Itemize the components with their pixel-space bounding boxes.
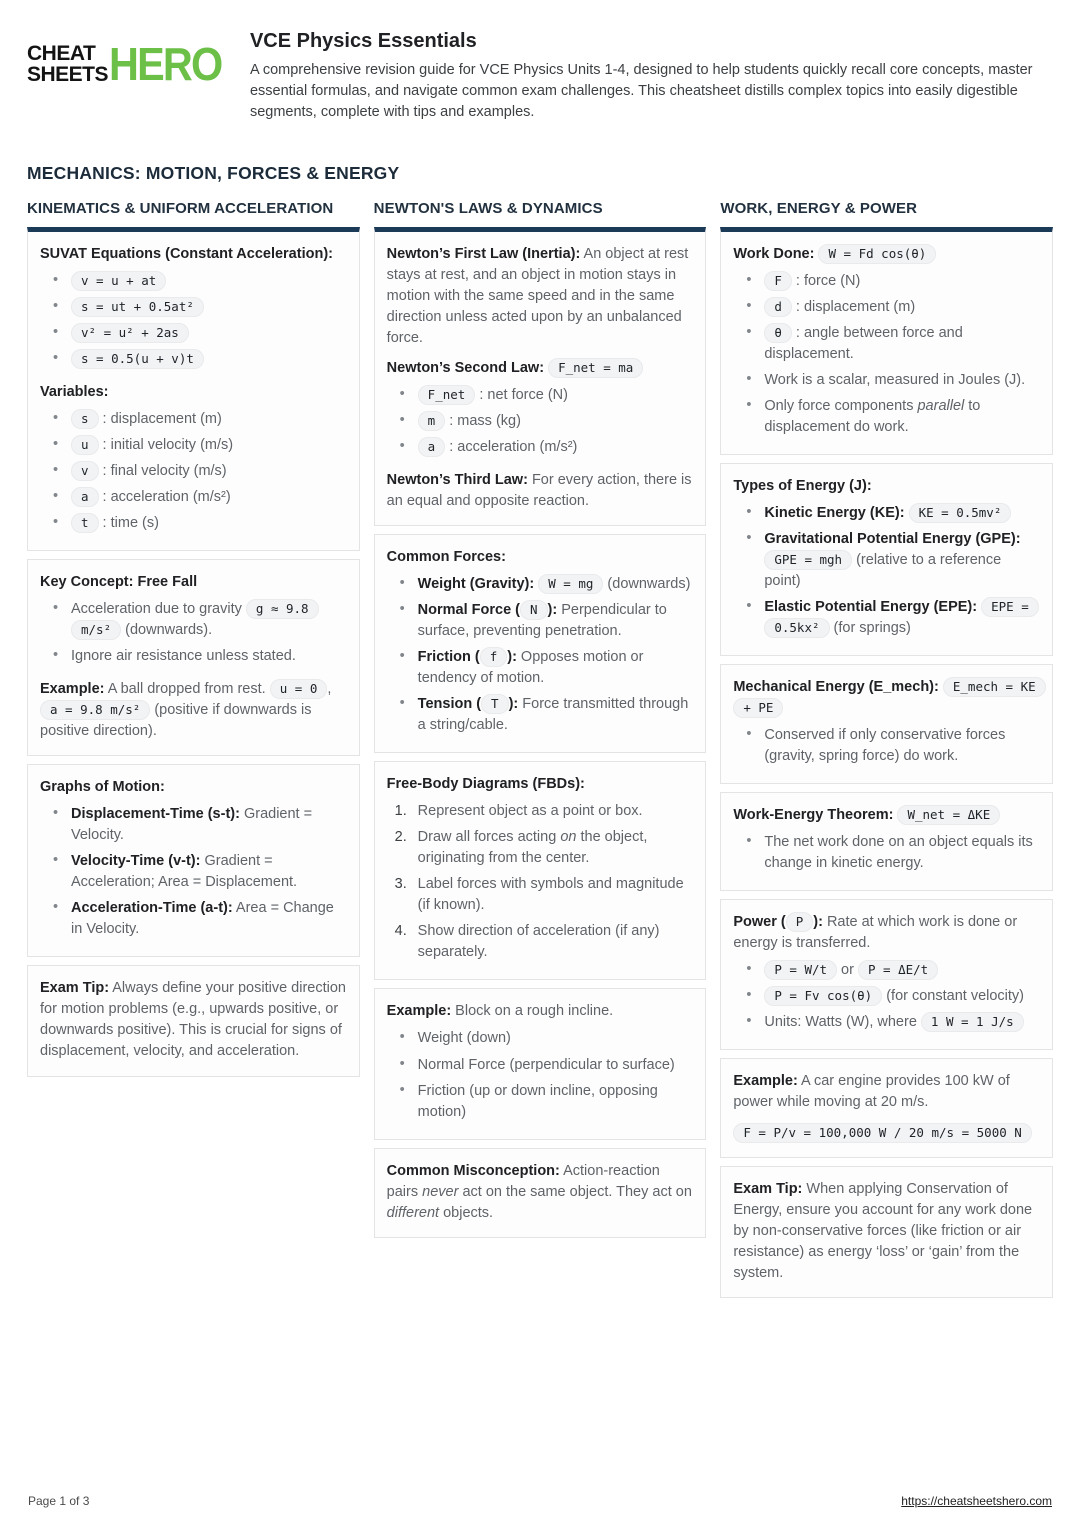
text-segment: Opposes motion or tendency of motion. xyxy=(417,649,644,687)
text-segment: Normal Force (perpendicular to surface) xyxy=(417,1056,675,1073)
bold-text: Exam Tip: xyxy=(733,1180,803,1197)
bullet-list xyxy=(733,271,1040,438)
code-pill: a xyxy=(71,487,99,507)
list-item xyxy=(387,1055,694,1076)
page-description: A comprehensive revision guide for VCE Physics Units 1-4, designed to help students quickly recall core concepts, master essential formulas, and navigate common exam challenges. This cheatsheet distills complex topics into easily digestible segments, complete with tips and examples. xyxy=(249,62,1033,121)
list-item xyxy=(387,411,694,432)
code-pill: W = mg xyxy=(538,574,603,594)
card xyxy=(720,227,1053,455)
list-item xyxy=(40,435,347,456)
text-segment: objects. xyxy=(439,1204,494,1221)
text-block xyxy=(40,382,347,403)
text-segment xyxy=(905,505,909,521)
text-segment: Force transmitted through a string/cable. xyxy=(417,696,689,734)
bullet-list xyxy=(387,385,694,458)
list-item xyxy=(40,804,347,846)
code-pill: a = 9.8 m/s² xyxy=(40,700,150,720)
text-segment: : net force (N) xyxy=(475,387,568,404)
text-segment: Acceleration due to gravity xyxy=(71,601,246,618)
card xyxy=(374,534,707,753)
footer xyxy=(27,1474,1053,1510)
text-segment: : final velocity (m/s) xyxy=(98,463,227,480)
code-pill: F_net xyxy=(418,385,476,405)
text-segment: Units: Watts (W), where xyxy=(764,1014,921,1031)
italic-text: never xyxy=(422,1183,459,1200)
code-pill: P = W/t xyxy=(764,960,837,980)
list-item xyxy=(733,271,1040,292)
numbered-list xyxy=(387,801,694,963)
text-segment: A ball dropped from rest. xyxy=(104,681,270,698)
text-block xyxy=(387,774,694,795)
italic-text: parallel xyxy=(917,398,965,415)
bold-text: Acceleration-Time (a-t): xyxy=(71,900,233,917)
text-segment: the object, originating from the center. xyxy=(417,829,648,867)
list-item xyxy=(40,898,347,940)
code-pill: 1 W = 1 J/s xyxy=(921,1012,1024,1032)
text-segment: Friction (up or down incline, opposing motion) xyxy=(417,1082,658,1120)
code-pill: F = P/v = 100,000 W / 20 m/s = 5000 N xyxy=(733,1123,1031,1143)
code-pill: T xyxy=(481,694,509,714)
list-item xyxy=(733,960,1040,981)
list-item xyxy=(40,461,347,482)
bold-text: Exam Tip: xyxy=(40,980,110,997)
card xyxy=(27,965,360,1076)
card xyxy=(374,1148,707,1238)
list-item xyxy=(387,921,694,963)
code-pill: EPE = 0.5kx² xyxy=(764,597,1038,638)
bullet-list xyxy=(40,271,347,370)
list-item xyxy=(387,1081,694,1123)
bullet-list xyxy=(387,1028,694,1122)
list-item xyxy=(40,271,347,292)
text-segment: Rate at which work is done or energy is transferred. xyxy=(733,914,1018,952)
bold-text: Power ( xyxy=(733,914,786,931)
document-header xyxy=(27,28,1053,123)
text-segment: Conserved if only conservative forces (gravity, spring force) do work. xyxy=(764,727,1006,765)
logo-wordmark-black xyxy=(27,44,108,85)
footer-link[interactable]: https://cheatsheetshero.com xyxy=(901,1494,1052,1508)
text-block xyxy=(40,244,347,265)
bold-text: Elastic Potential Energy (EPE): xyxy=(764,599,978,616)
card xyxy=(720,1166,1053,1298)
bold-text: Variables: xyxy=(40,384,109,401)
text-segment: : displacement (m) xyxy=(98,411,222,428)
bullet-list xyxy=(733,960,1040,1033)
page-indicator: Page 1 of 3 xyxy=(28,1494,90,1508)
bold-text: Work Done: xyxy=(733,246,815,263)
list-item xyxy=(733,503,1040,524)
text-segment: Gradient = Acceleration; Area = Displacement. xyxy=(71,853,298,891)
list-item xyxy=(387,1028,694,1049)
italic-text: on xyxy=(560,829,577,846)
text-segment: to displacement do work. xyxy=(764,398,981,436)
bold-text: ): xyxy=(507,649,517,666)
text-segment: (for constant velocity) xyxy=(882,988,1025,1005)
bold-text: Displacement-Time (s-t): xyxy=(71,806,240,823)
text-segment: Always define your positive direction for motion problems (e.g., upwards positive, or downwards positive). This is crucial for signs of displacement, velocity, and acceleration. xyxy=(40,980,346,1060)
list-item xyxy=(40,513,347,534)
list-item xyxy=(387,385,694,406)
logo-line1: CHEAT xyxy=(27,42,96,65)
text-segment: : angle between force and displacement. xyxy=(764,325,963,363)
bold-text: Newton’s Second Law: xyxy=(386,360,545,377)
list-item xyxy=(40,349,347,370)
text-segment: , xyxy=(327,681,332,698)
code-pill: t xyxy=(71,513,99,533)
bold-text: ): xyxy=(813,914,823,931)
text-segment: Work is a scalar, measured in Joules (J). xyxy=(764,372,1026,389)
column-2 xyxy=(374,200,707,1246)
text-block xyxy=(733,677,1040,719)
code-pill: u xyxy=(71,435,99,455)
list-item xyxy=(40,297,347,318)
bold-text: Example: xyxy=(40,681,105,698)
text-block xyxy=(40,777,347,798)
bold-text: Example: xyxy=(733,1073,798,1090)
bold-text: Velocity-Time (v-t): xyxy=(71,853,201,870)
card xyxy=(720,792,1053,891)
code-pill: W = Fd cos(θ) xyxy=(818,244,936,264)
bold-text: Types of Energy (J): xyxy=(733,478,872,495)
text-block xyxy=(387,547,694,568)
text-block xyxy=(733,476,1040,497)
list-item xyxy=(733,725,1040,767)
code-pill: KE = 0.5mv² xyxy=(909,503,1012,523)
card xyxy=(720,1058,1053,1157)
bold-text: SUVAT Equations (Constant Acceleration): xyxy=(40,246,333,263)
code-pill: v = u + at xyxy=(71,271,166,291)
list-item xyxy=(387,437,694,458)
bullet-list xyxy=(40,804,347,940)
bold-text: Example: xyxy=(386,1003,452,1020)
list-item xyxy=(733,323,1040,365)
text-block xyxy=(733,1123,1040,1144)
text-block xyxy=(387,1161,694,1224)
code-pill: θ xyxy=(764,323,792,343)
cheatsheetshero-logo xyxy=(27,38,234,91)
list-item xyxy=(387,694,694,736)
code-pill: m xyxy=(418,411,446,431)
text-segment: An object at rest stays at rest, and an object in motion stays in motion with the same speed and in the same direction unless acted upon by an unbalanced force. xyxy=(386,246,689,347)
text-block xyxy=(40,978,347,1062)
list-item xyxy=(733,832,1040,874)
bold-text: Friction ( xyxy=(417,649,480,666)
text-block xyxy=(387,470,694,512)
text-block xyxy=(733,244,1040,265)
text-segment: or xyxy=(837,962,858,979)
text-segment: Weight (down) xyxy=(417,1030,511,1047)
text-segment: Label forces with symbols and magnitude (if known). xyxy=(417,876,684,914)
header-text xyxy=(250,28,1053,123)
column-header: NEWTON'S LAWS & DYNAMICS xyxy=(373,200,603,218)
code-pill: GPE = mgh xyxy=(764,550,852,570)
bold-text: Newton’s First Law (Inertia): xyxy=(386,246,581,263)
list-item xyxy=(387,874,694,916)
text-segment: (for springs) xyxy=(829,620,911,637)
code-pill: P = ΔE/t xyxy=(858,960,938,980)
column-header: WORK, ENERGY & POWER xyxy=(720,200,918,218)
code-pill: v xyxy=(71,461,99,481)
list-item xyxy=(733,396,1040,438)
card xyxy=(720,899,1053,1050)
card xyxy=(374,227,707,526)
list-item xyxy=(40,409,347,430)
list-item xyxy=(733,1012,1040,1033)
text-segment: Action-reaction pairs xyxy=(386,1162,660,1200)
text-segment: Represent object as a point or box. xyxy=(417,803,643,820)
logo-line2: SHEETS xyxy=(27,62,109,86)
text-segment: : initial velocity (m/s) xyxy=(98,437,234,454)
list-item xyxy=(733,297,1040,318)
text-segment: Block on a rough incline. xyxy=(451,1003,614,1020)
text-segment: : force (N) xyxy=(791,273,861,290)
code-pill: N xyxy=(520,600,548,620)
bold-text: Weight (Gravity): xyxy=(417,576,535,593)
bold-text: Common Misconception: xyxy=(386,1162,560,1179)
text-segment: For every action, there is an equal and opposite reaction. xyxy=(386,472,692,510)
text-block xyxy=(733,1179,1040,1284)
column-1 xyxy=(27,200,360,1084)
text-block xyxy=(40,679,347,742)
text-segment: Draw all forces acting xyxy=(417,829,561,846)
bullet-list xyxy=(733,503,1040,639)
text-block xyxy=(387,1001,694,1022)
bold-text: Key Concept: Free Fall xyxy=(40,574,198,591)
italic-text: different xyxy=(386,1204,440,1221)
text-segment: Gradient = Velocity. xyxy=(71,806,313,844)
text-segment: Only force components xyxy=(764,398,918,415)
bold-text: Gravitational Potential Energy (GPE): xyxy=(764,531,1021,548)
list-item xyxy=(387,647,694,689)
text-segment: Perpendicular to surface, preventing penetration. xyxy=(417,602,667,640)
text-segment: Show direction of acceleration (if any) separately. xyxy=(417,923,660,961)
bold-text: Mechanical Energy (E_mech): xyxy=(733,679,939,696)
text-segment: (positive if downwards is positive direction). xyxy=(40,702,312,740)
columns xyxy=(27,200,1053,1306)
bullet-list xyxy=(733,832,1040,874)
list-item xyxy=(733,529,1040,592)
bold-text: Tension ( xyxy=(417,696,482,713)
card xyxy=(27,227,360,551)
code-pill: f xyxy=(480,647,508,667)
text-segment: Area = Change in Velocity. xyxy=(71,900,334,938)
bold-text: Kinetic Energy (KE): xyxy=(764,505,905,522)
code-pill: a xyxy=(418,437,446,457)
card xyxy=(27,559,360,756)
list-item xyxy=(733,370,1040,391)
list-item xyxy=(40,599,347,641)
card xyxy=(374,761,707,980)
text-segment: When applying Conservation of Energy, ensure you account for any work done by non-conservative forces (like friction or air resistance) as energy ‘loss’ or ‘gain’ from the system. xyxy=(733,1180,1033,1281)
code-pill: v² = u² + 2as xyxy=(71,323,189,343)
list-item xyxy=(733,597,1040,639)
text-segment: The net work done on an object equals its change in kinetic energy. xyxy=(764,834,1033,872)
code-pill: s xyxy=(71,409,99,429)
code-pill: E_mech = KE + PE xyxy=(733,677,1045,718)
text-segment: A car engine provides 100 kW of power while moving at 20 m/s. xyxy=(733,1073,1010,1111)
bold-text: ): xyxy=(547,602,558,619)
text-segment: : displacement (m) xyxy=(791,299,916,316)
bold-text: Free-Body Diagrams (FBDs): xyxy=(386,776,585,793)
text-segment: (downwards) xyxy=(603,576,691,593)
text-segment: : time (s) xyxy=(98,515,159,532)
text-segment: : acceleration (m/s²) xyxy=(445,439,578,456)
text-segment: (relative to a reference point) xyxy=(764,552,1002,590)
code-pill: F_net = ma xyxy=(548,358,643,378)
column-header: KINEMATICS & UNIFORM ACCELERATION xyxy=(27,200,334,218)
text-block xyxy=(387,244,694,349)
text-segment: (downwards). xyxy=(121,622,213,639)
card xyxy=(374,988,707,1139)
bold-text: Work-Energy Theorem: xyxy=(733,807,894,824)
bullet-list xyxy=(40,409,347,534)
card xyxy=(27,764,360,957)
bold-text: Newton’s Third Law: xyxy=(386,472,528,489)
bold-text: Normal Force ( xyxy=(417,602,521,619)
list-item xyxy=(387,801,694,822)
text-block xyxy=(387,358,694,379)
section-title: MECHANICS: MOTION, FORCES & ENERGY xyxy=(27,163,400,184)
list-item xyxy=(387,574,694,595)
text-block xyxy=(733,805,1040,826)
text-segment: act on the same object. They act on xyxy=(458,1183,692,1200)
list-item xyxy=(733,986,1040,1007)
card xyxy=(720,664,1053,784)
code-pill: s = 0.5(u + v)t xyxy=(71,349,204,369)
code-pill: s = ut + 0.5at² xyxy=(71,297,204,317)
column-3 xyxy=(720,200,1053,1306)
bold-text: Common Forces: xyxy=(386,549,506,566)
code-pill: g ≈ 9.8 m/s² xyxy=(71,599,319,640)
list-item xyxy=(40,323,347,344)
text-block xyxy=(733,912,1040,954)
card xyxy=(720,463,1053,656)
bullet-list xyxy=(387,574,694,736)
list-item xyxy=(387,600,694,642)
code-pill: W_net = ΔKE xyxy=(897,805,1000,825)
list-item xyxy=(387,827,694,869)
code-pill: P xyxy=(786,912,814,932)
page-title: VCE Physics Essentials xyxy=(249,30,477,52)
text-segment: : mass (kg) xyxy=(445,413,521,430)
bold-text: ): xyxy=(508,696,519,713)
list-item xyxy=(40,487,347,508)
code-pill: F xyxy=(764,271,792,291)
bullet-list xyxy=(733,725,1040,767)
bullet-list xyxy=(40,599,347,667)
bold-text: Graphs of Motion: xyxy=(40,779,165,796)
text-segment: Ignore air resistance unless stated. xyxy=(71,648,296,665)
list-item xyxy=(40,851,347,893)
list-item xyxy=(40,646,347,667)
code-pill: u = 0 xyxy=(270,679,328,699)
text-segment: : acceleration (m/s²) xyxy=(98,489,231,506)
text-block xyxy=(40,572,347,593)
logo-wordmark-green: HERO xyxy=(109,38,222,91)
code-pill: d xyxy=(764,297,792,317)
code-pill: P = Fv cos(θ) xyxy=(764,986,882,1006)
text-block xyxy=(733,1071,1040,1113)
